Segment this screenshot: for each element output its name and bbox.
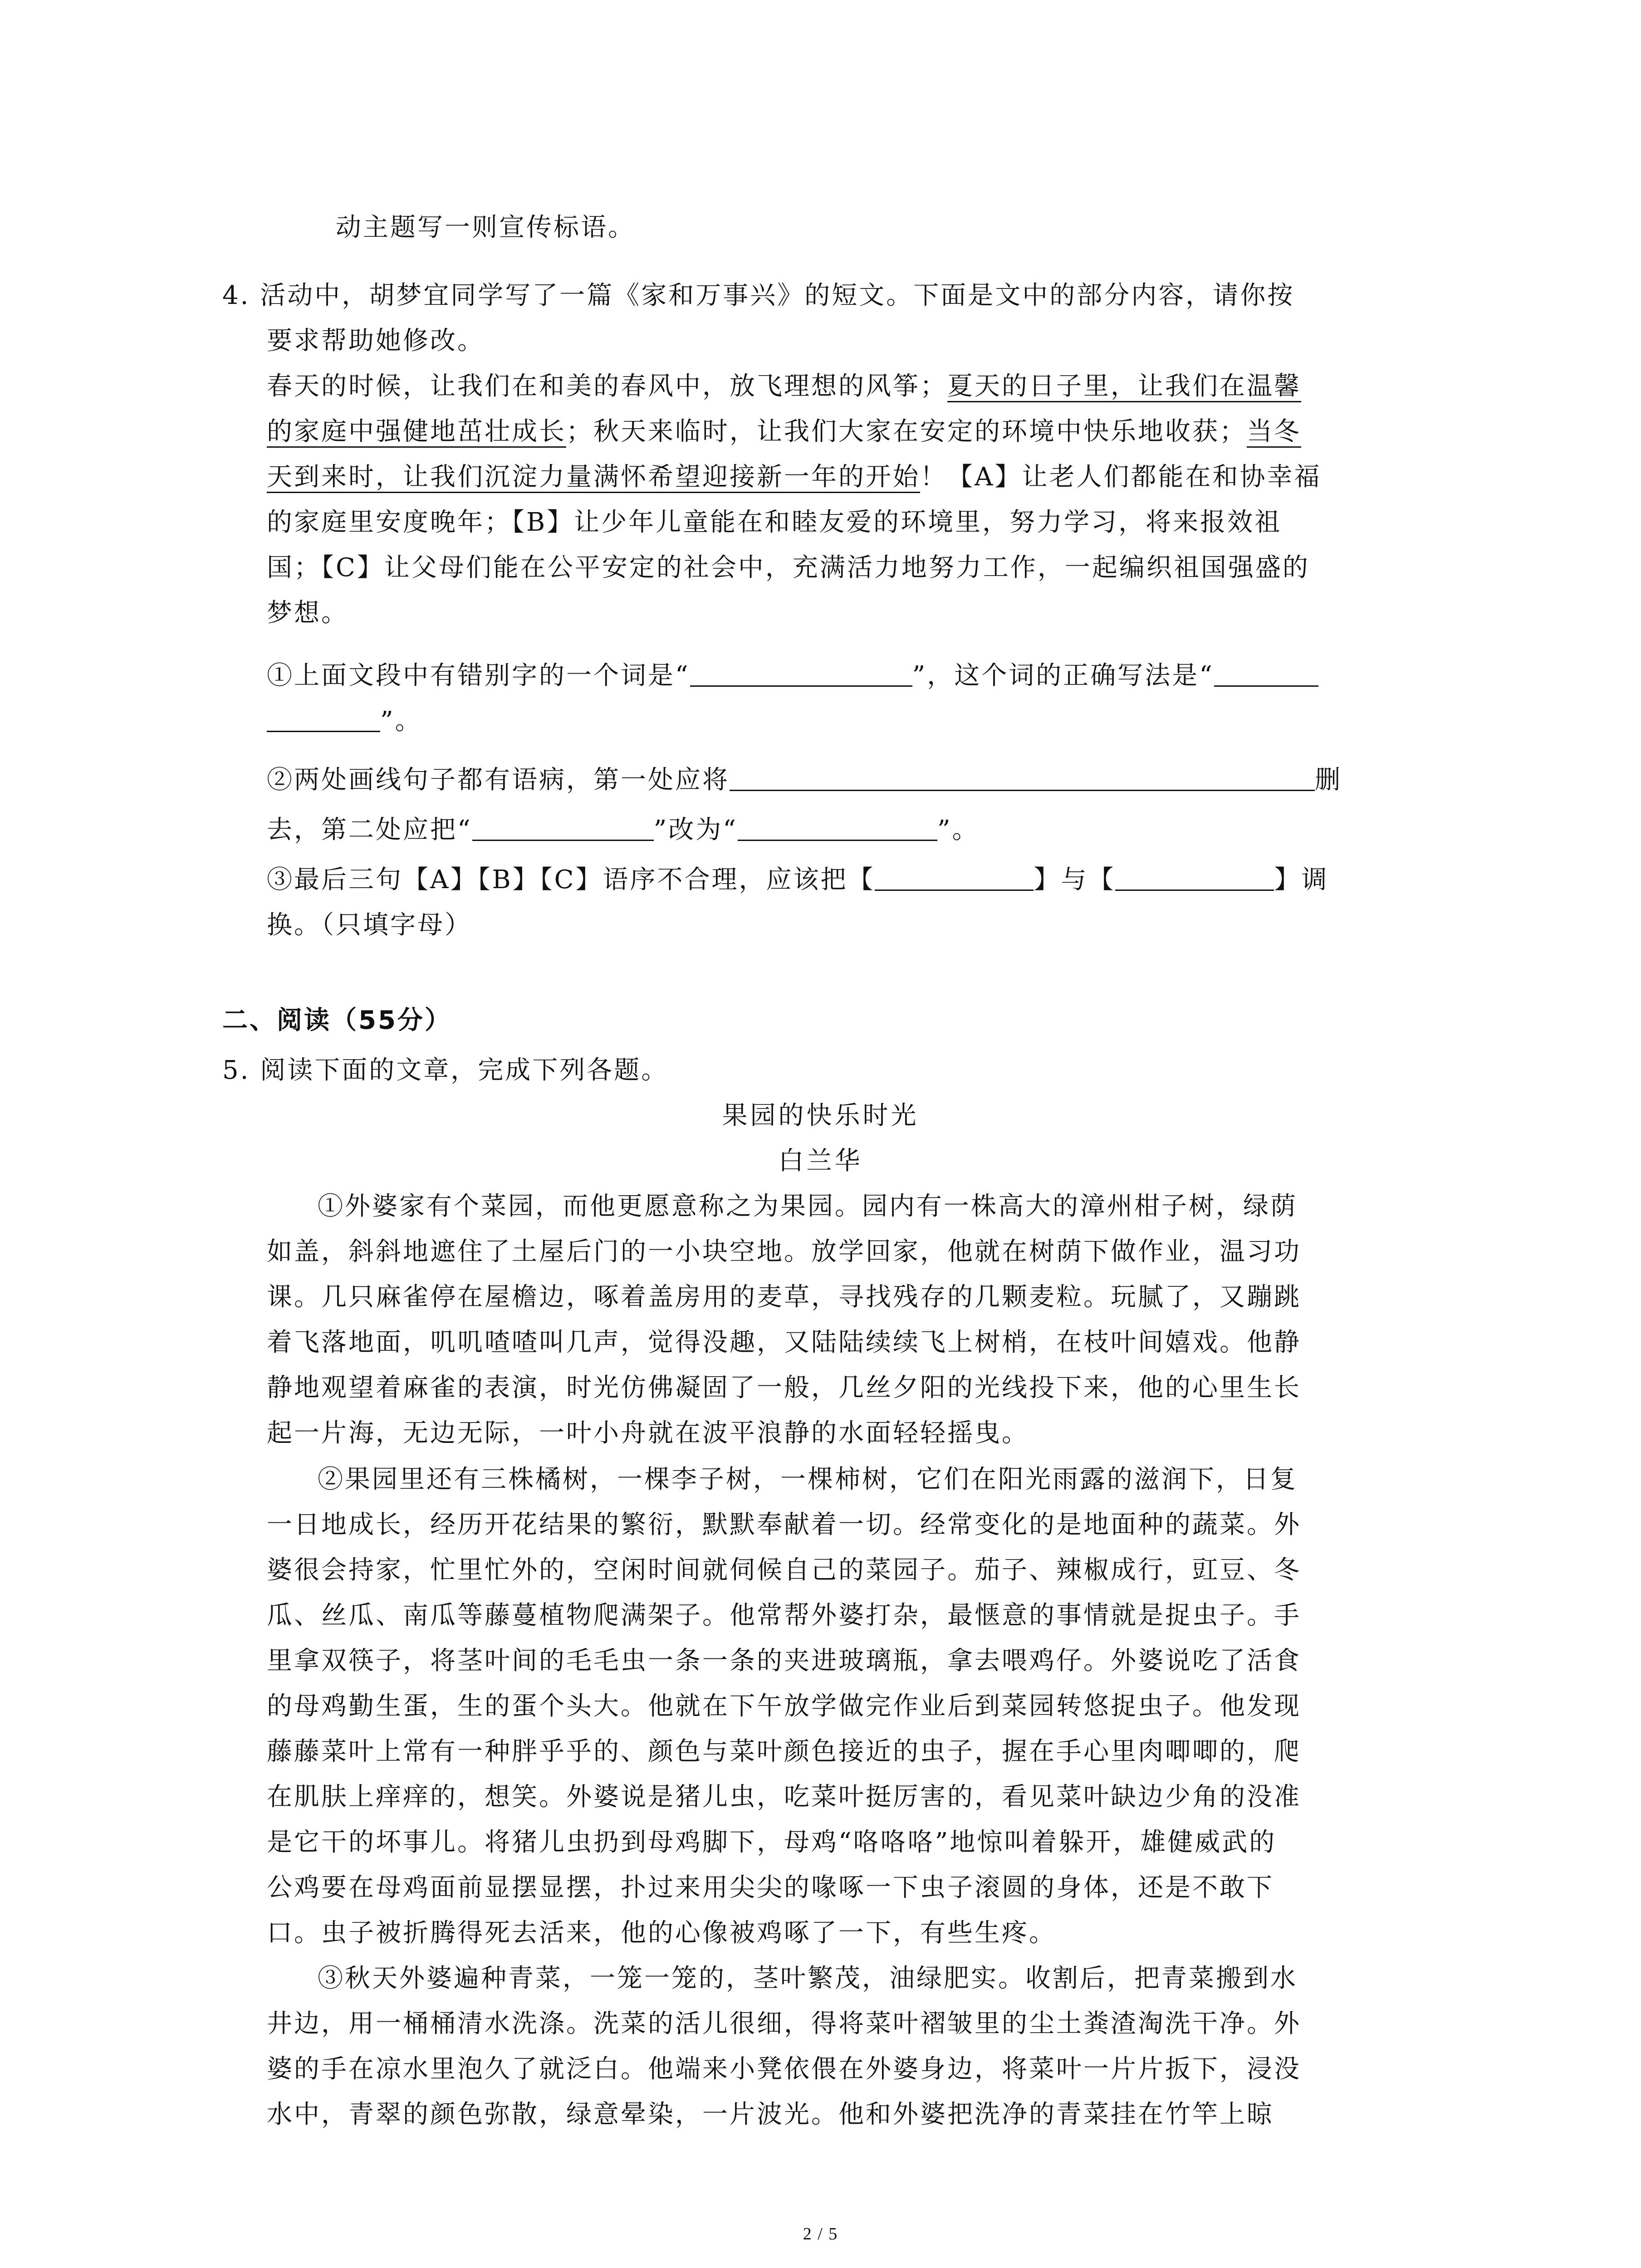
underlined-sentence-2-cont: 天到来时，让我们沉淀力量满怀希望迎接新一年的开始 [267,462,920,492]
subquestion-text: ”，这个词的正确写法是“ [912,661,1214,690]
question-4-stem: 4. 活动中，胡梦宜同学写了一篇《家和万事兴》的短文。下面是文中的部分内容，请你按 [222,281,1295,310]
subquestion-text: 】调 [1274,865,1329,894]
article-line: 课。几只麻雀停在屋檐边，啄着盖房用的麦草，寻找残存的几颗麦粒。玩腻了，又蹦跳 [267,1282,1301,1312]
subquestion-text: 】与【 [1034,865,1116,894]
answer-blank-letter-2[interactable] [1115,862,1274,891]
article-title: 果园的快乐时光 [722,1101,919,1130]
article-line: 口。虫子被折腾得死去活来，他的心像被鸡啄了一下，有些生疼。 [267,1918,1056,1948]
subquestion-text: ”。 [380,706,422,736]
subquestion-text: 删 [1315,765,1342,795]
passage-line [267,414,1301,450]
article-line: ③秋天外婆遍种青菜，一笼一笼的，茎叶繁茂，油绿肥实。收割后，把青菜搬到水 [318,1964,1298,1993]
answer-blank-correct-word-cont[interactable] [267,704,380,732]
passage-text: 春天的时候，让我们在和美的春风中，放飞理想的风筝； [267,371,947,401]
subquestion-text: ”。 [937,815,980,845]
page-number: 2 / 5 [803,2224,838,2244]
article-line: 静地观望着麻雀的表演，时光仿佛凝固了一般，几丝夕阳的光线投下来，他的心里生长 [267,1373,1301,1403]
subquestion-3 [267,862,1328,898]
passage-line: 国；【C】让父母们能在公平安定的社会中，充满活力地努力工作，一起编织祖国强盛的 [267,553,1310,582]
subquestion-text: ②两处画线句子都有语病，第一处应将 [267,765,730,795]
article-line: 藤藤菜叶上常有一种胖乎乎的、颜色与菜叶颜色接近的虫子，握在手心里肉唧唧的，爬 [267,1737,1301,1766]
subquestion-text: ①上面文段中有错别字的一个词是“ [267,661,690,690]
subquestion-1 [267,658,1318,694]
article-line: ②果园里还有三株橘树，一棵李子树，一棵柿树，它们在阳光雨露的滋润下，日复 [318,1465,1298,1494]
article-line: 婆的手在凉水里泡久了就泛白。他端来小凳依偎在外婆身边，将菜叶一片片扳下，浸没 [267,2054,1301,2084]
underlined-sentence-1-cont: 的家庭中强健地茁壮成长 [267,417,566,446]
subquestion-text: 去，第二处应把“ [267,815,472,845]
answer-blank-letter-1[interactable] [875,862,1034,891]
article-line: 如盖，斜斜地遮住了土屋后门的一小块空地。放学回家，他就在树荫下做作业，温习功 [267,1237,1301,1266]
underlined-sentence-1: 夏天的日子里，让我们在温馨 [947,371,1301,401]
passage-text: ！【A】让老人们都能在和协幸福 [920,462,1322,492]
section-heading: 二、阅读（55分） [222,1006,452,1035]
article-line: 在肌肤上痒痒的，想笑。外婆说是猪儿虫，吃菜叶挺厉害的，看见菜叶缺边少角的没准 [267,1782,1301,1812]
text-line: 动主题写一则宣传标语。 [336,213,635,242]
text-line: 要求帮助她修改。 [267,326,485,356]
question-5-stem: 5. 阅读下面的文章，完成下列各题。 [222,1056,669,1085]
answer-blank-correct-word[interactable] [1214,658,1318,687]
answer-blank-replacement[interactable] [738,812,937,841]
passage-line: 梦想。 [267,598,348,628]
subquestion-2 [267,762,1342,798]
article-line: 一日地成长，经历开花结果的繁衍，默默奉献着一切。经常变化的是地面种的蔬菜。外 [267,1510,1301,1540]
article-line: ①外婆家有个菜园，而他更愿意称之为果园。园内有一株高大的漳州柑子树，绿荫 [318,1192,1298,1221]
article-line: 的母鸡勤生蛋，生的蛋个头大。他就在下午放学做完作业后到菜园转悠捉虫子。他发现 [267,1691,1301,1721]
answer-blank-wrong-word[interactable] [690,658,912,687]
subquestion-3-cont: 换。（只填字母） [267,910,472,940]
article-line: 起一片海，无边无际，一叶小舟就在波平浪静的水面轻轻摇曳。 [267,1418,1029,1448]
passage-line [267,368,1301,405]
subquestion-1-cont [267,703,422,739]
article-line: 里拿双筷子，将茎叶间的毛毛虫一条一条的夹进玻璃瓶，拿去喂鸡仔。外婆说吃了活食 [267,1646,1301,1676]
subquestion-text: ”改为“ [653,815,738,845]
passage-line: 的家庭里安度晚年；【B】让少年儿童能在和睦友爱的环境里，努力学习，将来报效祖 [267,508,1282,537]
article-line: 井边，用一桶桶清水洗涤。洗菜的活儿很细，得将菜叶褶皱里的尘土粪渣淘洗干净。外 [267,2009,1301,2038]
subquestion-2-cont [267,812,980,848]
article-author: 白兰华 [778,1146,863,1176]
article-line: 公鸡要在母鸡面前显摆显摆，扑过来用尖尖的喙啄一下虫子滚圆的身体，还是不敢下 [267,1873,1274,1902]
article-line: 着飞落地面，叽叽喳喳叫几声，觉得没趣，又陆陆续续飞上树梢，在枝叶间嬉戏。他静 [267,1328,1301,1357]
article-line: 婆很会持家，忙里忙外的，空闲时间就伺候自己的菜园子。茄子、辣椒成行，豇豆、冬 [267,1555,1301,1585]
passage-text: ；秋天来临时，让我们大家在安定的环境中快乐地收获； [566,417,1247,446]
article-line: 瓜、丝瓜、南瓜等藤蔓植物爬满架子。他常帮外婆打杂，最惬意的事情就是捉虫子。手 [267,1601,1301,1630]
passage-line [267,459,1321,495]
article-line: 是它干的坏事儿。将猪儿虫扔到母鸡脚下，母鸡“咯咯咯”地惊叫着躲开，雄健威武的 [267,1828,1277,1857]
subquestion-text: ③最后三句【A】【B】【C】语序不合理，应该把【 [267,865,875,894]
answer-blank-delete[interactable] [730,763,1315,791]
article-line: 水中，青翠的颜色弥散，绿意晕染，一片波光。他和外婆把洗净的青菜挂在竹竿上晾 [267,2100,1274,2129]
underlined-sentence-2: 当冬 [1247,417,1301,446]
answer-blank-original[interactable] [472,812,654,841]
